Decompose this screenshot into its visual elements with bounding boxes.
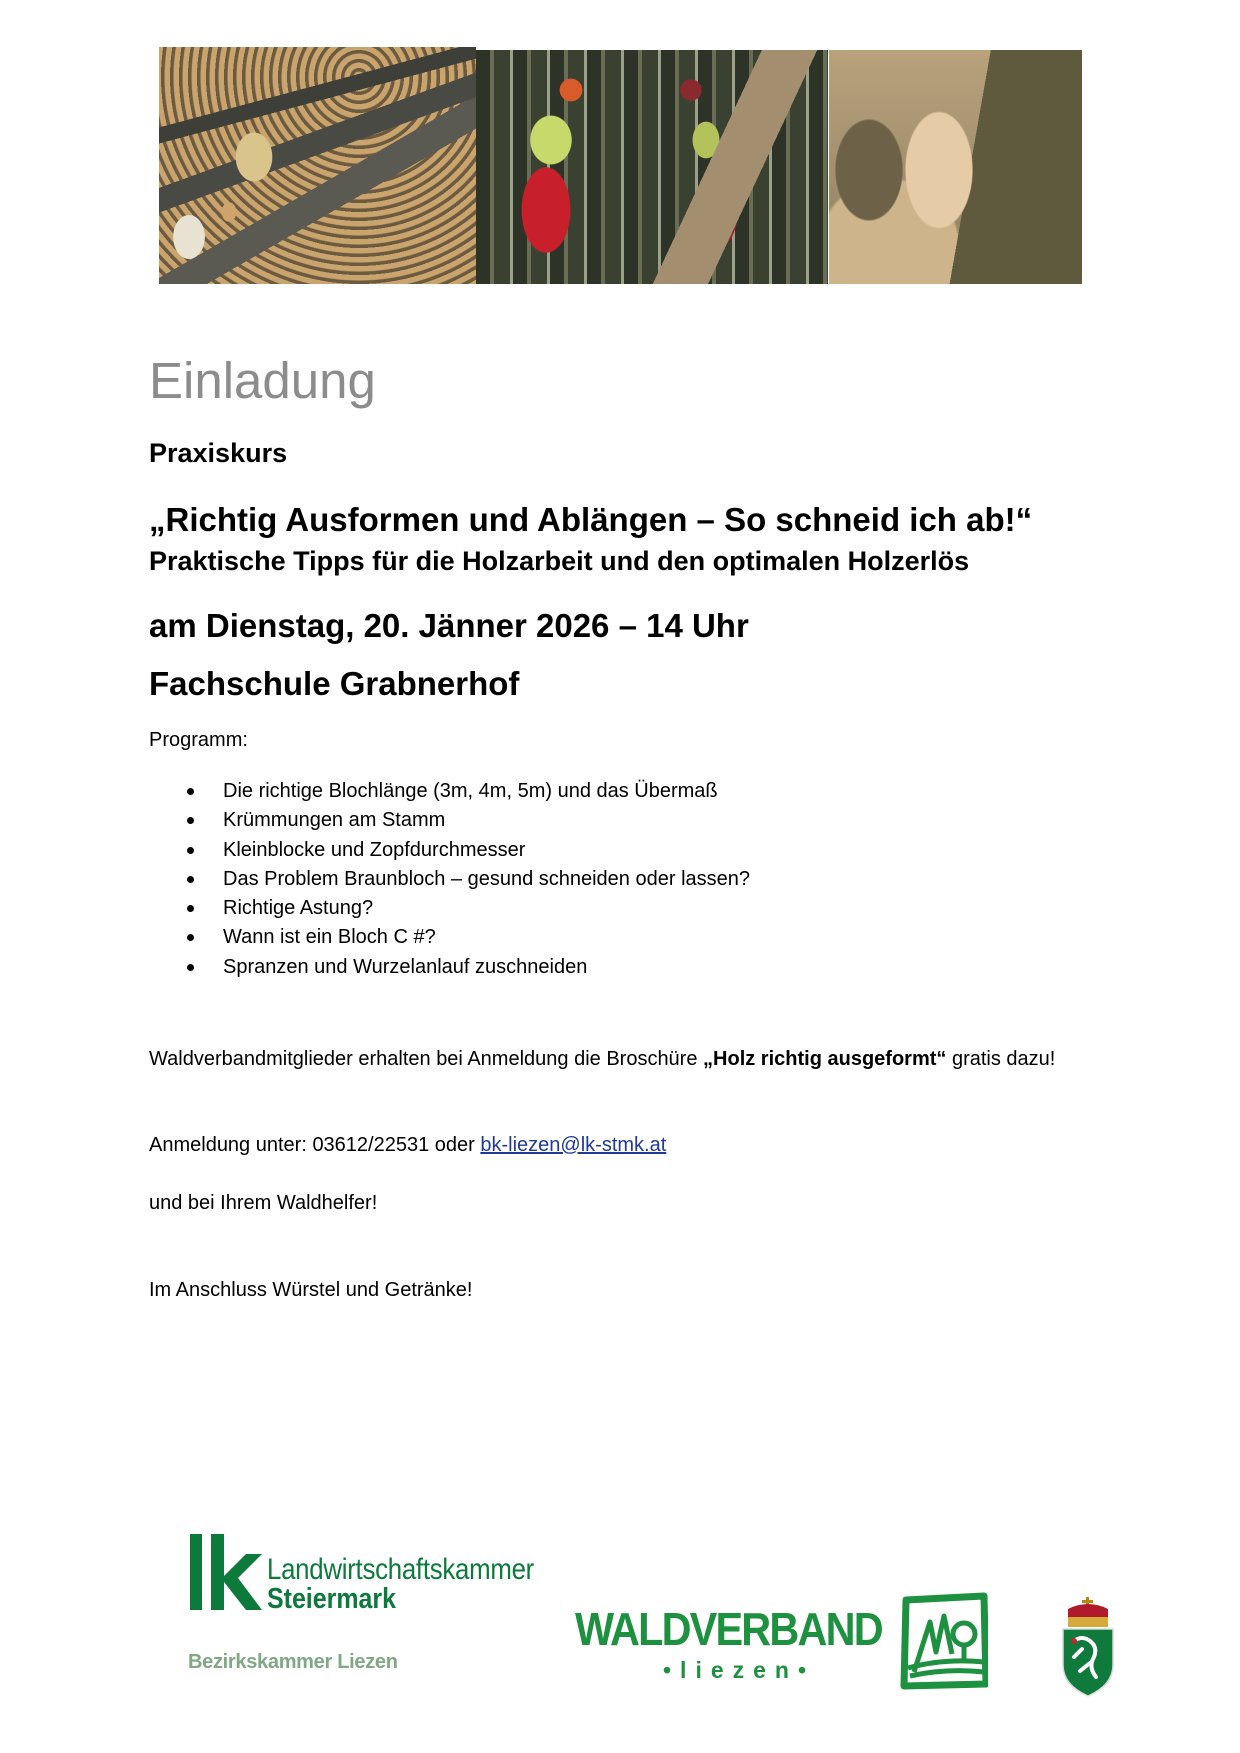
program-item xyxy=(149,925,750,954)
brochure-prefix: Waldverbandmitglieder erhalten bei Anmeldung die Broschüre xyxy=(149,1048,704,1070)
waldverband-logo-word: WALDVERBAND xyxy=(575,1603,882,1655)
program-item xyxy=(149,808,750,837)
program-item xyxy=(149,838,750,867)
bullet-icon xyxy=(187,934,194,941)
forest-workers-photo xyxy=(476,50,828,284)
program-item-text: Krümmungen am Stamm xyxy=(223,809,446,832)
refreshments-note: Im Anschluss Würstel und Getränke! xyxy=(149,1279,473,1301)
waldverband-tree-emblem-icon xyxy=(900,1592,988,1690)
brochure-note xyxy=(149,1045,1069,1074)
program-item-text: Die richtige Blochlänge (3m, 4m, 5m) und das Übermaß xyxy=(223,780,718,802)
event-date: am Dienstag, 20. Jänner 2026 – 14 Uhr xyxy=(149,607,749,644)
lk-logo-line1: Landwirtschaftskammer xyxy=(267,1553,535,1586)
lk-district-label: Bezirkskammer Liezen xyxy=(188,1651,398,1673)
program-item-text: Kleinblocke und Zopfdurchmesser xyxy=(223,838,526,861)
program-item xyxy=(149,955,750,984)
lk-logo-line2: Steiermark xyxy=(267,1583,396,1615)
registration-prefix: Anmeldung unter: 03612/22531 oder xyxy=(149,1134,481,1156)
program-item-text: Richtige Astung? xyxy=(223,897,374,920)
program-item-text: Spranzen und Wurzelanlauf zuschneiden xyxy=(223,955,588,978)
bullet-icon xyxy=(187,817,194,824)
program-list xyxy=(149,779,750,984)
waldhelfer-note: und bei Ihrem Waldhelfer! xyxy=(149,1192,378,1214)
program-item-text: Wann ist ein Bloch C #? xyxy=(223,926,436,949)
program-item xyxy=(149,896,750,925)
program-item xyxy=(149,867,750,896)
course-type: Praxiskurs xyxy=(149,438,288,468)
bullet-icon xyxy=(187,876,194,883)
page-title: Einladung xyxy=(149,352,376,409)
email-link[interactable]: bk-liezen@lk-stmk.at xyxy=(480,1134,667,1156)
registration-line xyxy=(149,1133,666,1157)
program-item xyxy=(149,779,750,808)
brochure-suffix: gratis dazu! xyxy=(946,1048,1056,1070)
bullet-icon xyxy=(187,788,194,795)
steiermark-coat-of-arms-icon xyxy=(1060,1597,1116,1697)
course-title: „Richtig Ausformen und Ablängen – So schneid ich ab!“ xyxy=(149,501,1033,538)
lk-logo-icon xyxy=(190,1534,262,1610)
waldverband-logo-sub: •liezen• xyxy=(663,1657,816,1683)
cut-log-photo xyxy=(829,50,1082,284)
program-label: Programm: xyxy=(149,729,248,751)
course-subtitle: Praktische Tipps für die Holzarbeit und den optimalen Holzerlös xyxy=(149,546,970,576)
event-location: Fachschule Grabnerhof xyxy=(149,665,520,702)
brochure-title: „Holz richtig ausgeformt“ xyxy=(703,1048,947,1070)
stacked-logs-photo xyxy=(159,47,476,284)
program-item-text: Das Problem Braunbloch – gesund schneiden oder lassen? xyxy=(223,867,751,890)
bullet-icon xyxy=(187,905,194,912)
bullet-icon xyxy=(187,847,194,854)
bullet-icon xyxy=(187,964,194,971)
